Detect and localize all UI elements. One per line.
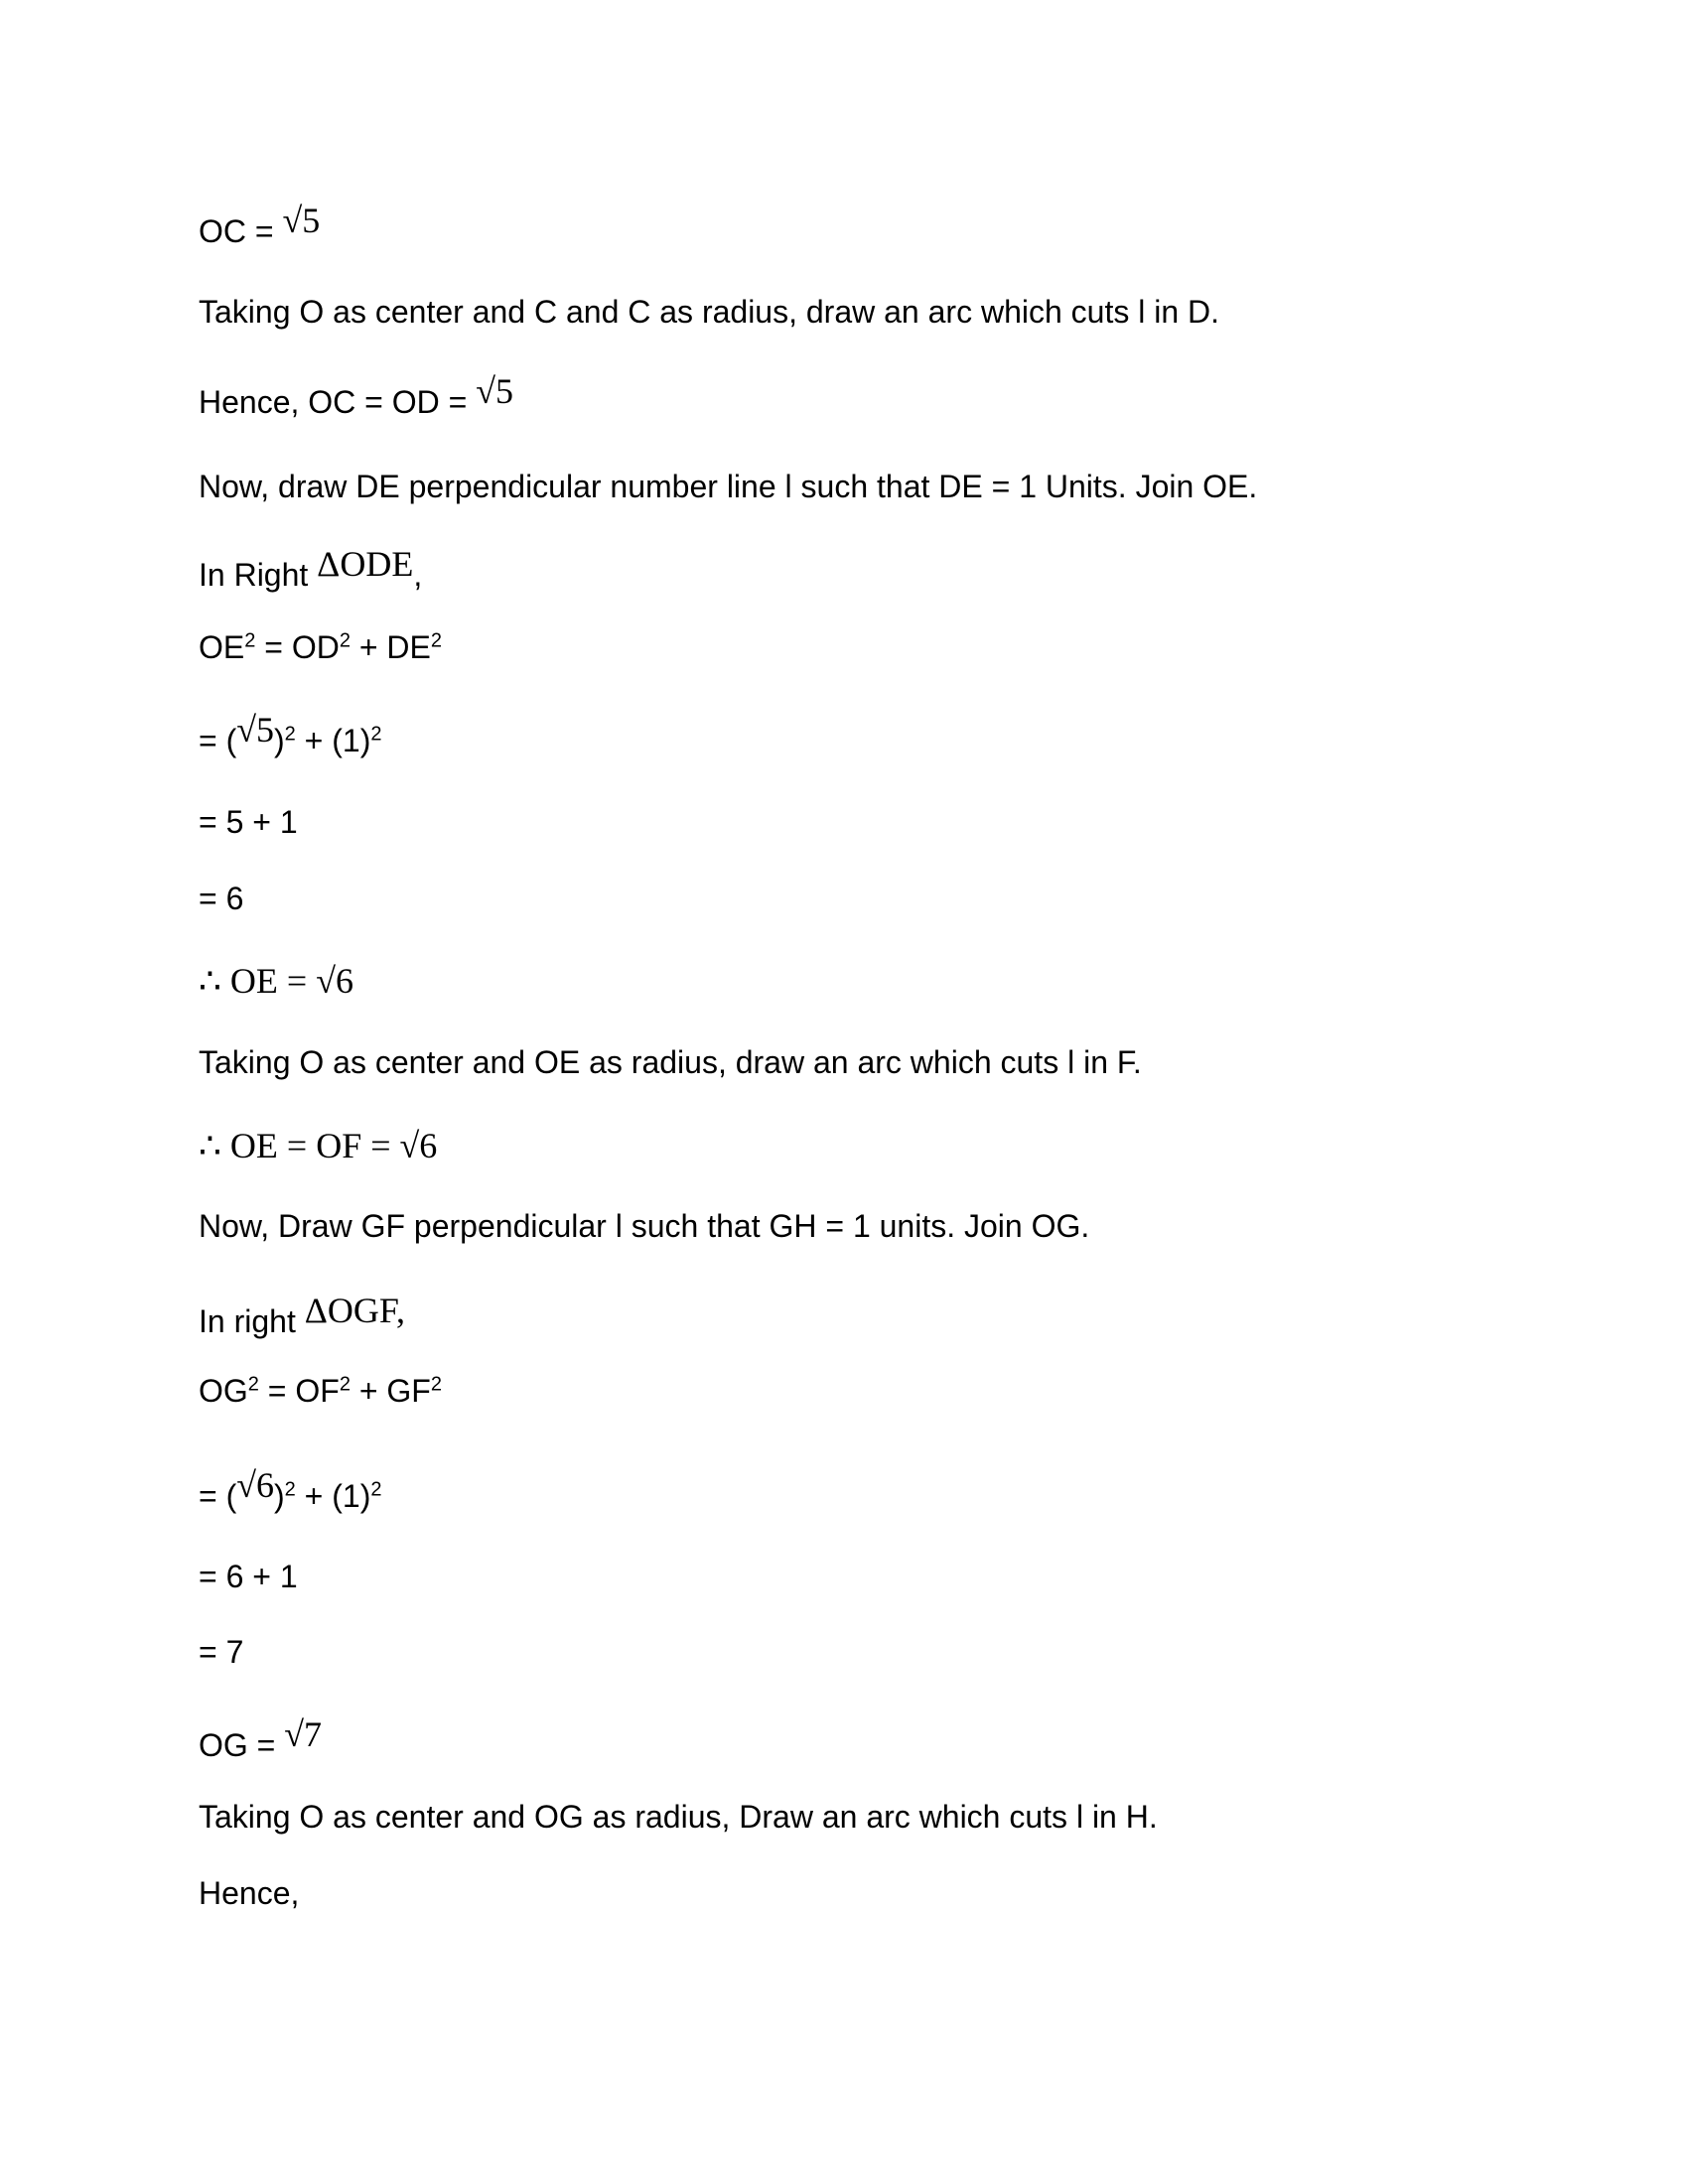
equation-term: + DE [350,629,431,665]
line-text: = ( [199,1478,237,1514]
line-text: Hence, [199,1875,300,1911]
line-text: = 7 [199,1634,244,1670]
math-expression: √7 [284,1714,323,1754]
superscript: 2 [247,1373,259,1396]
math-expression: ∴ OE = √6 [199,961,353,1001]
equation-term: OG [199,1373,248,1409]
line-text: OG = [199,1727,285,1763]
sum-6-plus-1 [199,1557,298,1596]
line-text: = 5 + 1 [199,804,298,840]
construction-step-arc-d [199,292,1219,332]
result-equals-6 [199,879,243,918]
construction-step-arc-h [199,1797,1158,1837]
line-text: Now, draw DE perpendicular number line l such that DE = 1 Units. Join OE. [199,469,1258,504]
equation-term: + GF [350,1373,431,1409]
line-text: = 6 [199,881,244,916]
superscript: 2 [284,1478,296,1501]
therefore-oe-root-6 [199,961,353,1002]
superscript: 2 [430,1373,442,1396]
pythagoras-og-equation [199,1371,442,1411]
therefore-oe-of-root-6 [199,1126,437,1166]
line-punctuation: , [413,557,423,593]
oc-equals-od-line [199,371,513,422]
line-text: ) [274,1478,285,1514]
oc-equals-root-5-line [199,201,321,251]
superscript: 2 [244,629,256,652]
equation-term: = OD [255,629,340,665]
line-text: Taking O as center and OG as radius, Draw an arc which cuts l in H. [199,1799,1158,1835]
sum-5-plus-1 [199,802,298,842]
line-text: + (1) [295,723,371,758]
line-text: In Right [199,557,318,593]
superscript: 2 [284,723,296,746]
line-text: ) [274,723,285,758]
og-equals-root-7-line [199,1714,323,1765]
line-text: = ( [199,723,237,758]
right-triangle-ogf-heading [199,1291,406,1341]
triangle-label: ΔODE [317,544,414,584]
math-expression: √5 [476,371,513,411]
superscript: 2 [430,629,442,652]
superscript: 2 [370,1478,382,1501]
line-text: = 6 + 1 [199,1559,298,1594]
math-expression: √5 [282,201,321,240]
line-text: Hence, OC = OD = [199,384,477,420]
line-text: OC = [199,213,283,249]
substitution-root-5-line [199,710,382,760]
draw-de-perpendicular-step [199,467,1257,506]
line-text: Taking O as center and OE as radius, draw an arc which cuts l in F. [199,1044,1142,1080]
superscript: 2 [339,1373,351,1396]
math-expression: ∴ OE = OF = √6 [199,1126,438,1165]
superscript: 2 [339,629,351,652]
line-text: + (1) [295,1478,371,1514]
construction-step-arc-f [199,1042,1142,1082]
draw-gf-perpendicular-step [199,1206,1089,1246]
triangle-label: ΔOGF, [304,1291,406,1330]
substitution-root-6-line [199,1465,382,1516]
math-expression: √5 [236,710,274,750]
result-equals-7 [199,1632,243,1672]
superscript: 2 [370,723,382,746]
line-text: Now, Draw GF perpendicular l such that GH = 1 units. Join OG. [199,1208,1090,1244]
right-triangle-ode-heading [199,544,423,595]
equation-term: = OF [258,1373,340,1409]
line-text: Taking O as center and C and C as radius, draw an arc which cuts l in D. [199,294,1220,330]
math-expression: √6 [236,1465,274,1505]
equation-term: OE [199,629,245,665]
hence-line [199,1873,299,1913]
line-text: In right [199,1303,305,1339]
pythagoras-oe-equation [199,627,442,667]
